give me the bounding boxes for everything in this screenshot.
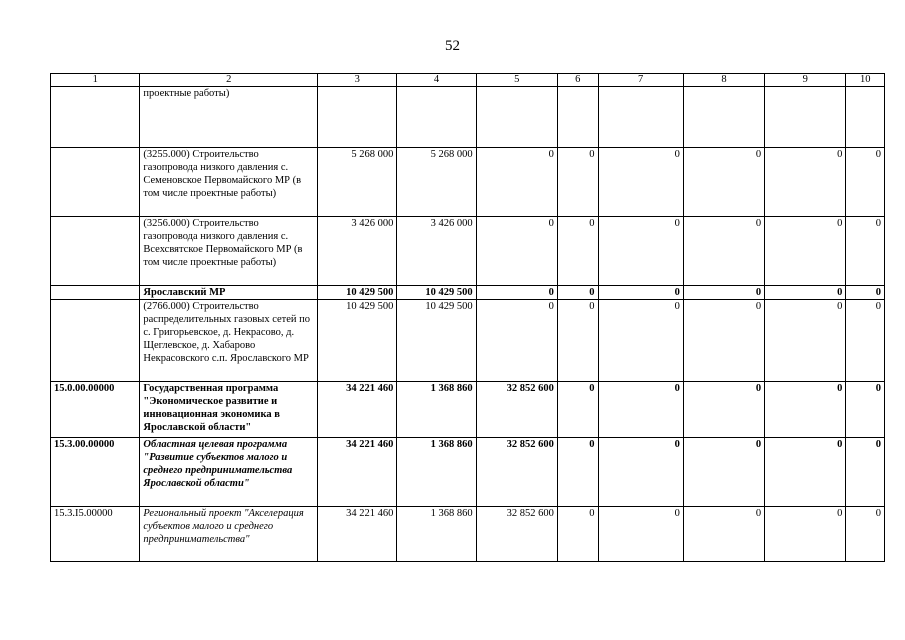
row-description-cell: проектные работы): [140, 87, 318, 148]
row-value-cell: [683, 87, 764, 148]
row-value-cell: 0: [557, 438, 598, 507]
row-value-cell: 0: [846, 438, 885, 507]
row-value-cell: 5 268 000: [397, 148, 476, 217]
row-value-cell: [476, 87, 557, 148]
row-description-cell: Областная целевая программа "Развитие субъектов малого и среднего предпринимательства Ярославской области": [140, 438, 318, 507]
column-header: 6: [557, 74, 598, 87]
row-value-cell: 0: [846, 300, 885, 382]
row-value-cell: 34 221 460: [318, 438, 397, 507]
column-header: 7: [598, 74, 683, 87]
column-header: 9: [765, 74, 846, 87]
row-value-cell: 0: [557, 217, 598, 286]
row-value-cell: 1 368 860: [397, 438, 476, 507]
row-value-cell: 0: [683, 300, 764, 382]
row-value-cell: 0: [598, 507, 683, 562]
row-code-cell: [51, 87, 140, 148]
row-value-cell: 5 268 000: [318, 148, 397, 217]
row-value-cell: 0: [683, 382, 764, 438]
row-value-cell: 0: [476, 217, 557, 286]
row-code-cell: [51, 148, 140, 217]
row-value-cell: 34 221 460: [318, 382, 397, 438]
table-row: [51, 300, 885, 382]
row-value-cell: 0: [765, 286, 846, 300]
table-row: [51, 382, 885, 438]
row-value-cell: 32 852 600: [476, 507, 557, 562]
table-header-row: [51, 74, 885, 87]
column-header: 5: [476, 74, 557, 87]
row-value-cell: 0: [846, 217, 885, 286]
table-row: [51, 148, 885, 217]
row-value-cell: 0: [846, 286, 885, 300]
row-value-cell: 0: [846, 382, 885, 438]
row-value-cell: 0: [557, 300, 598, 382]
row-value-cell: 0: [765, 382, 846, 438]
row-value-cell: 0: [765, 148, 846, 217]
row-value-cell: 0: [683, 217, 764, 286]
row-value-cell: 0: [765, 438, 846, 507]
table-row: [51, 87, 885, 148]
row-value-cell: [318, 87, 397, 148]
row-value-cell: 0: [765, 300, 846, 382]
row-value-cell: 3 426 000: [397, 217, 476, 286]
column-header: 2: [140, 74, 318, 87]
row-value-cell: 10 429 500: [318, 300, 397, 382]
row-value-cell: 0: [557, 286, 598, 300]
row-value-cell: 0: [683, 286, 764, 300]
row-value-cell: 0: [476, 148, 557, 217]
row-value-cell: [557, 87, 598, 148]
column-header: 1: [51, 74, 140, 87]
row-value-cell: 0: [557, 382, 598, 438]
row-code-cell: 15.3.I5.00000: [51, 507, 140, 562]
row-value-cell: [846, 87, 885, 148]
row-value-cell: 0: [598, 286, 683, 300]
row-value-cell: 34 221 460: [318, 507, 397, 562]
row-value-cell: 0: [598, 382, 683, 438]
page-number: 52: [445, 38, 460, 54]
row-value-cell: 0: [598, 217, 683, 286]
row-code-cell: [51, 286, 140, 300]
row-value-cell: [598, 87, 683, 148]
row-value-cell: 0: [557, 507, 598, 562]
row-value-cell: 0: [846, 507, 885, 562]
row-value-cell: 1 368 860: [397, 507, 476, 562]
row-value-cell: 3 426 000: [318, 217, 397, 286]
row-value-cell: 0: [476, 300, 557, 382]
row-value-cell: 0: [683, 148, 764, 217]
row-description-cell: (2766.000) Строительство распределительных газовых сетей по с. Григорьевское, д. Некрасово, д. Щеглевское, д. Хабарово Некрасовского с.п. Ярославского МР: [140, 300, 318, 382]
row-description-cell: Ярославский МР: [140, 286, 318, 300]
table-row: [51, 507, 885, 562]
row-value-cell: 0: [476, 286, 557, 300]
row-value-cell: 0: [598, 438, 683, 507]
column-header: 3: [318, 74, 397, 87]
row-value-cell: 0: [598, 148, 683, 217]
table-row: [51, 286, 885, 300]
table-row: [51, 217, 885, 286]
column-header: 8: [683, 74, 764, 87]
row-value-cell: 0: [683, 507, 764, 562]
row-description-cell: Государственная программа "Экономическое развитие и инновационная экономика в Ярославской области": [140, 382, 318, 438]
row-code-cell: 15.0.00.00000: [51, 382, 140, 438]
row-value-cell: 0: [557, 148, 598, 217]
row-code-cell: [51, 300, 140, 382]
row-value-cell: 0: [765, 217, 846, 286]
row-description-cell: (3256.000) Строительство газопровода низкого давления с. Всехсвятское Первомайского МР (в том числе проектные работы): [140, 217, 318, 286]
budget-table: [50, 73, 885, 562]
row-value-cell: 32 852 600: [476, 438, 557, 507]
column-header: 10: [846, 74, 885, 87]
row-value-cell: 0: [683, 438, 764, 507]
row-value-cell: 0: [765, 507, 846, 562]
row-value-cell: 1 368 860: [397, 382, 476, 438]
row-value-cell: 0: [846, 148, 885, 217]
row-code-cell: [51, 217, 140, 286]
row-description-cell: (3255.000) Строительство газопровода низкого давления с. Семеновское Первомайского МР (в том числе проектные работы): [140, 148, 318, 217]
column-header: 4: [397, 74, 476, 87]
row-value-cell: [765, 87, 846, 148]
row-value-cell: 10 429 500: [397, 286, 476, 300]
row-value-cell: 0: [598, 300, 683, 382]
row-value-cell: 32 852 600: [476, 382, 557, 438]
table-row: [51, 438, 885, 507]
row-value-cell: 10 429 500: [318, 286, 397, 300]
row-code-cell: 15.3.00.00000: [51, 438, 140, 507]
row-value-cell: 10 429 500: [397, 300, 476, 382]
row-description-cell: Региональный проект "Акселерация субъектов малого и среднего предпринимательства": [140, 507, 318, 562]
row-value-cell: [397, 87, 476, 148]
